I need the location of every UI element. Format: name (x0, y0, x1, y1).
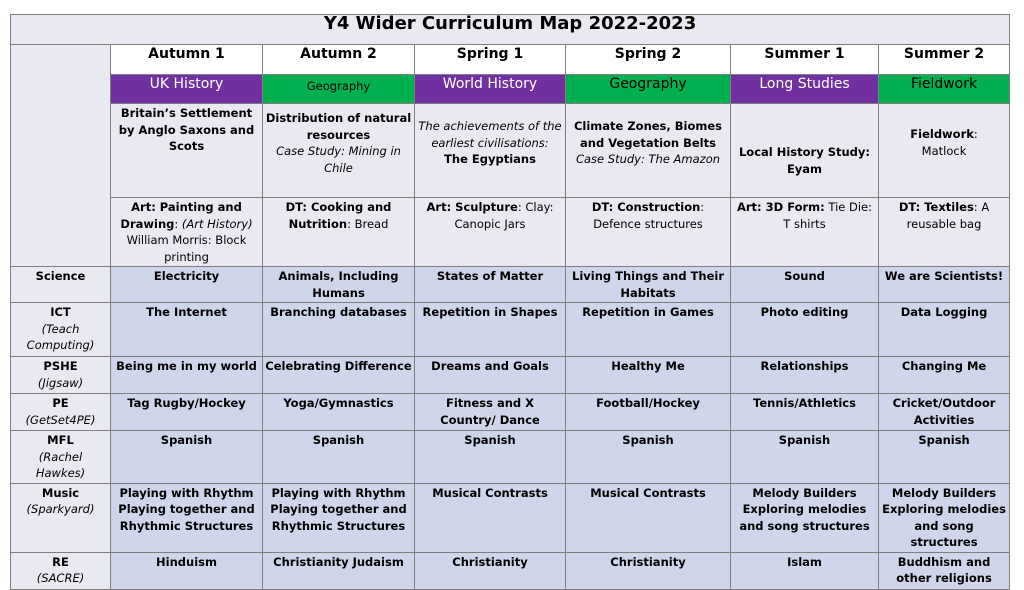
subject-cell: States of Matter (415, 267, 566, 303)
subject-header (11, 267, 111, 303)
subject-header (11, 431, 111, 484)
subject-cell: Spanish (731, 431, 879, 484)
subject-cell: Tag Rugby/Hockey (111, 394, 263, 431)
subject-row (11, 483, 1010, 552)
subject-cell: Branching databases (263, 303, 415, 357)
subject-cell: Relationships (731, 357, 879, 394)
subject-cell: Photo editing (731, 303, 879, 357)
art-dt-cell (415, 198, 566, 267)
topic-intro: The achievements of the earliest civilisations: (418, 119, 562, 150)
subject-row (11, 431, 1010, 484)
art-dt-detail: Defence structures (593, 216, 703, 231)
art-dt-sep: : (517, 200, 526, 214)
topic-title: Local History Study: Eyam (738, 145, 871, 176)
topic-case-study: Case Study: The Amazon (575, 152, 721, 166)
art-dt-subject: DT: Textiles (898, 200, 974, 214)
subject-cell: Spanish (111, 431, 263, 484)
theme-badge: Fieldwork (879, 75, 1010, 104)
art-dt-sep: : (174, 216, 182, 231)
art-dt-sep: : (973, 200, 982, 214)
art-dt-detail: Clay: Canopic Jars (454, 200, 554, 231)
art-dt-subject: Art: Sculpture (426, 200, 518, 214)
subject-cell: Sound (731, 267, 879, 303)
topic-suffix: : (973, 127, 978, 141)
theme-badge: Geography (566, 75, 731, 104)
art-dt-cell (263, 198, 415, 267)
art-dt-sep: : (700, 200, 705, 214)
subject-header (11, 303, 111, 357)
subject-cell: Melody Builders Exploring melodies and song structures (731, 483, 879, 552)
corner-cell (11, 45, 111, 267)
art-dt-subject: DT: Cooking and Nutrition (285, 200, 392, 231)
subject-cell: Spanish (566, 431, 731, 484)
subject-header (11, 357, 111, 394)
topic-detail: Matlock (921, 143, 967, 158)
subject-cell: Celebrating Difference (263, 357, 415, 394)
art-dt-cell (111, 198, 263, 267)
term-header: Autumn 2 (263, 45, 415, 75)
subject-cell: Hinduism (111, 552, 263, 589)
subject-source: (Jigsaw) (37, 375, 84, 390)
term-header: Autumn 1 (111, 45, 263, 75)
topic-cell (111, 104, 263, 198)
theme-badge: Geography (263, 75, 415, 104)
subject-name: RE (52, 554, 69, 569)
subject-cell: Christianity (566, 552, 731, 589)
topic-title: Fieldwork (910, 127, 974, 141)
subject-cell: Cricket/Outdoor Activities (879, 394, 1010, 431)
art-dt-subject: Art: Painting and Drawing (120, 200, 242, 231)
subject-name: PE (52, 396, 69, 410)
subject-cell: Yoga/Gymnastics (263, 394, 415, 431)
subject-cell: Changing Me (879, 357, 1010, 394)
subject-cell: Repetition in Games (566, 303, 731, 357)
subject-name: ICT (50, 305, 71, 319)
subject-cell: Football/Hockey (566, 394, 731, 431)
subject-header (11, 552, 111, 589)
subject-cell: Healthy Me (566, 357, 731, 394)
subject-cell: Musical Contrasts (566, 483, 731, 552)
subject-cell: The Internet (111, 303, 263, 357)
subject-cell: Dreams and Goals (415, 357, 566, 394)
subject-cell: Spanish (263, 431, 415, 484)
topic-cell (566, 104, 731, 198)
term-header: Spring 2 (566, 45, 731, 75)
subject-cell: Tennis/Athletics (731, 394, 879, 431)
art-dt-detail: William Morris: Block printing (126, 233, 247, 264)
subject-header (11, 483, 111, 552)
theme-badge: UK History (111, 75, 263, 104)
topic-title: Climate Zones, Biomes and Vegetation Belts (573, 119, 723, 150)
art-dt-detail: Tie Die: T shirts (783, 200, 873, 231)
subject-cell: Playing with Rhythm Playing together and Rhythmic Structures (263, 483, 415, 552)
subject-cell: Electricity (111, 267, 263, 303)
topic-case-study: Case Study: Mining in Chile (276, 144, 401, 175)
subject-source: (SACRE) (36, 571, 85, 585)
subject-cell: Christianity (415, 552, 566, 589)
term-header: Summer 2 (879, 45, 1010, 75)
art-dt-detail: A reusable bag (906, 200, 990, 231)
topic-title: Distribution of natural resources (265, 111, 412, 142)
subject-rows (11, 267, 1010, 590)
art-dt-subject: Art: 3D Form: (736, 200, 825, 214)
subject-cell: Buddhism and other religions (879, 552, 1010, 589)
subject-cell: Melody Builders Exploring melodies and song structures (879, 483, 1010, 552)
topic-title: Britain’s Settlement by Anglo Saxons and Scots (118, 106, 255, 153)
subject-cell: Spanish (879, 431, 1010, 484)
subject-source: (GetSet4PE) (25, 412, 96, 427)
page-title: Y4 Wider Curriculum Map 2022-2023 (11, 15, 1010, 45)
subject-source: (Sparkyard) (26, 502, 95, 516)
term-header: Summer 1 (731, 45, 879, 75)
subject-cell: Islam (731, 552, 879, 589)
subject-cell: We are Scientists! (879, 267, 1010, 303)
subject-cell: Being me in my world (111, 357, 263, 394)
theme-badge: Long Studies (731, 75, 879, 104)
subject-source: (Teach Computing) (26, 321, 95, 352)
art-dt-detail: Bread (354, 216, 389, 231)
subject-cell: Christianity Judaism (263, 552, 415, 589)
art-dt-cell (566, 198, 731, 267)
subject-name: PSHE (43, 359, 78, 373)
subject-name: Music (41, 485, 80, 500)
subject-name: MFL (47, 433, 74, 447)
subject-name: Science (35, 269, 86, 283)
art-dt-sep: : (347, 216, 355, 231)
term-header: Spring 1 (415, 45, 566, 75)
topic-cell (879, 104, 1010, 198)
curriculum-map-table (10, 14, 1010, 590)
subject-source: (Rachel Hawkes) (35, 449, 86, 480)
art-dt-cell (731, 198, 879, 267)
subject-cell: Repetition in Shapes (415, 303, 566, 357)
subject-cell: Playing with Rhythm Playing together and Rhythmic Structures (111, 483, 263, 552)
art-dt-cell (879, 198, 1010, 267)
topic-cell (263, 104, 415, 198)
subject-cell: Data Logging (879, 303, 1010, 357)
subject-cell: Fitness and X Country/ Dance (415, 394, 566, 431)
subject-cell: Spanish (415, 431, 566, 484)
subject-header (11, 394, 111, 431)
subject-cell: Living Things and Their Habitats (566, 267, 731, 303)
subject-row (11, 552, 1010, 589)
theme-badge: World History (415, 75, 566, 104)
topic-cell (731, 104, 879, 198)
subject-row (11, 394, 1010, 431)
subject-cell: Animals, Including Humans (263, 267, 415, 303)
topic-title: The Egyptians (444, 152, 536, 166)
subject-row (11, 303, 1010, 357)
topic-cell (415, 104, 566, 198)
subject-row (11, 267, 1010, 303)
subject-cell: Musical Contrasts (415, 483, 566, 552)
subject-row (11, 357, 1010, 394)
art-dt-italic: (Art History) (181, 216, 253, 231)
art-dt-subject: DT: Construction (591, 200, 701, 214)
